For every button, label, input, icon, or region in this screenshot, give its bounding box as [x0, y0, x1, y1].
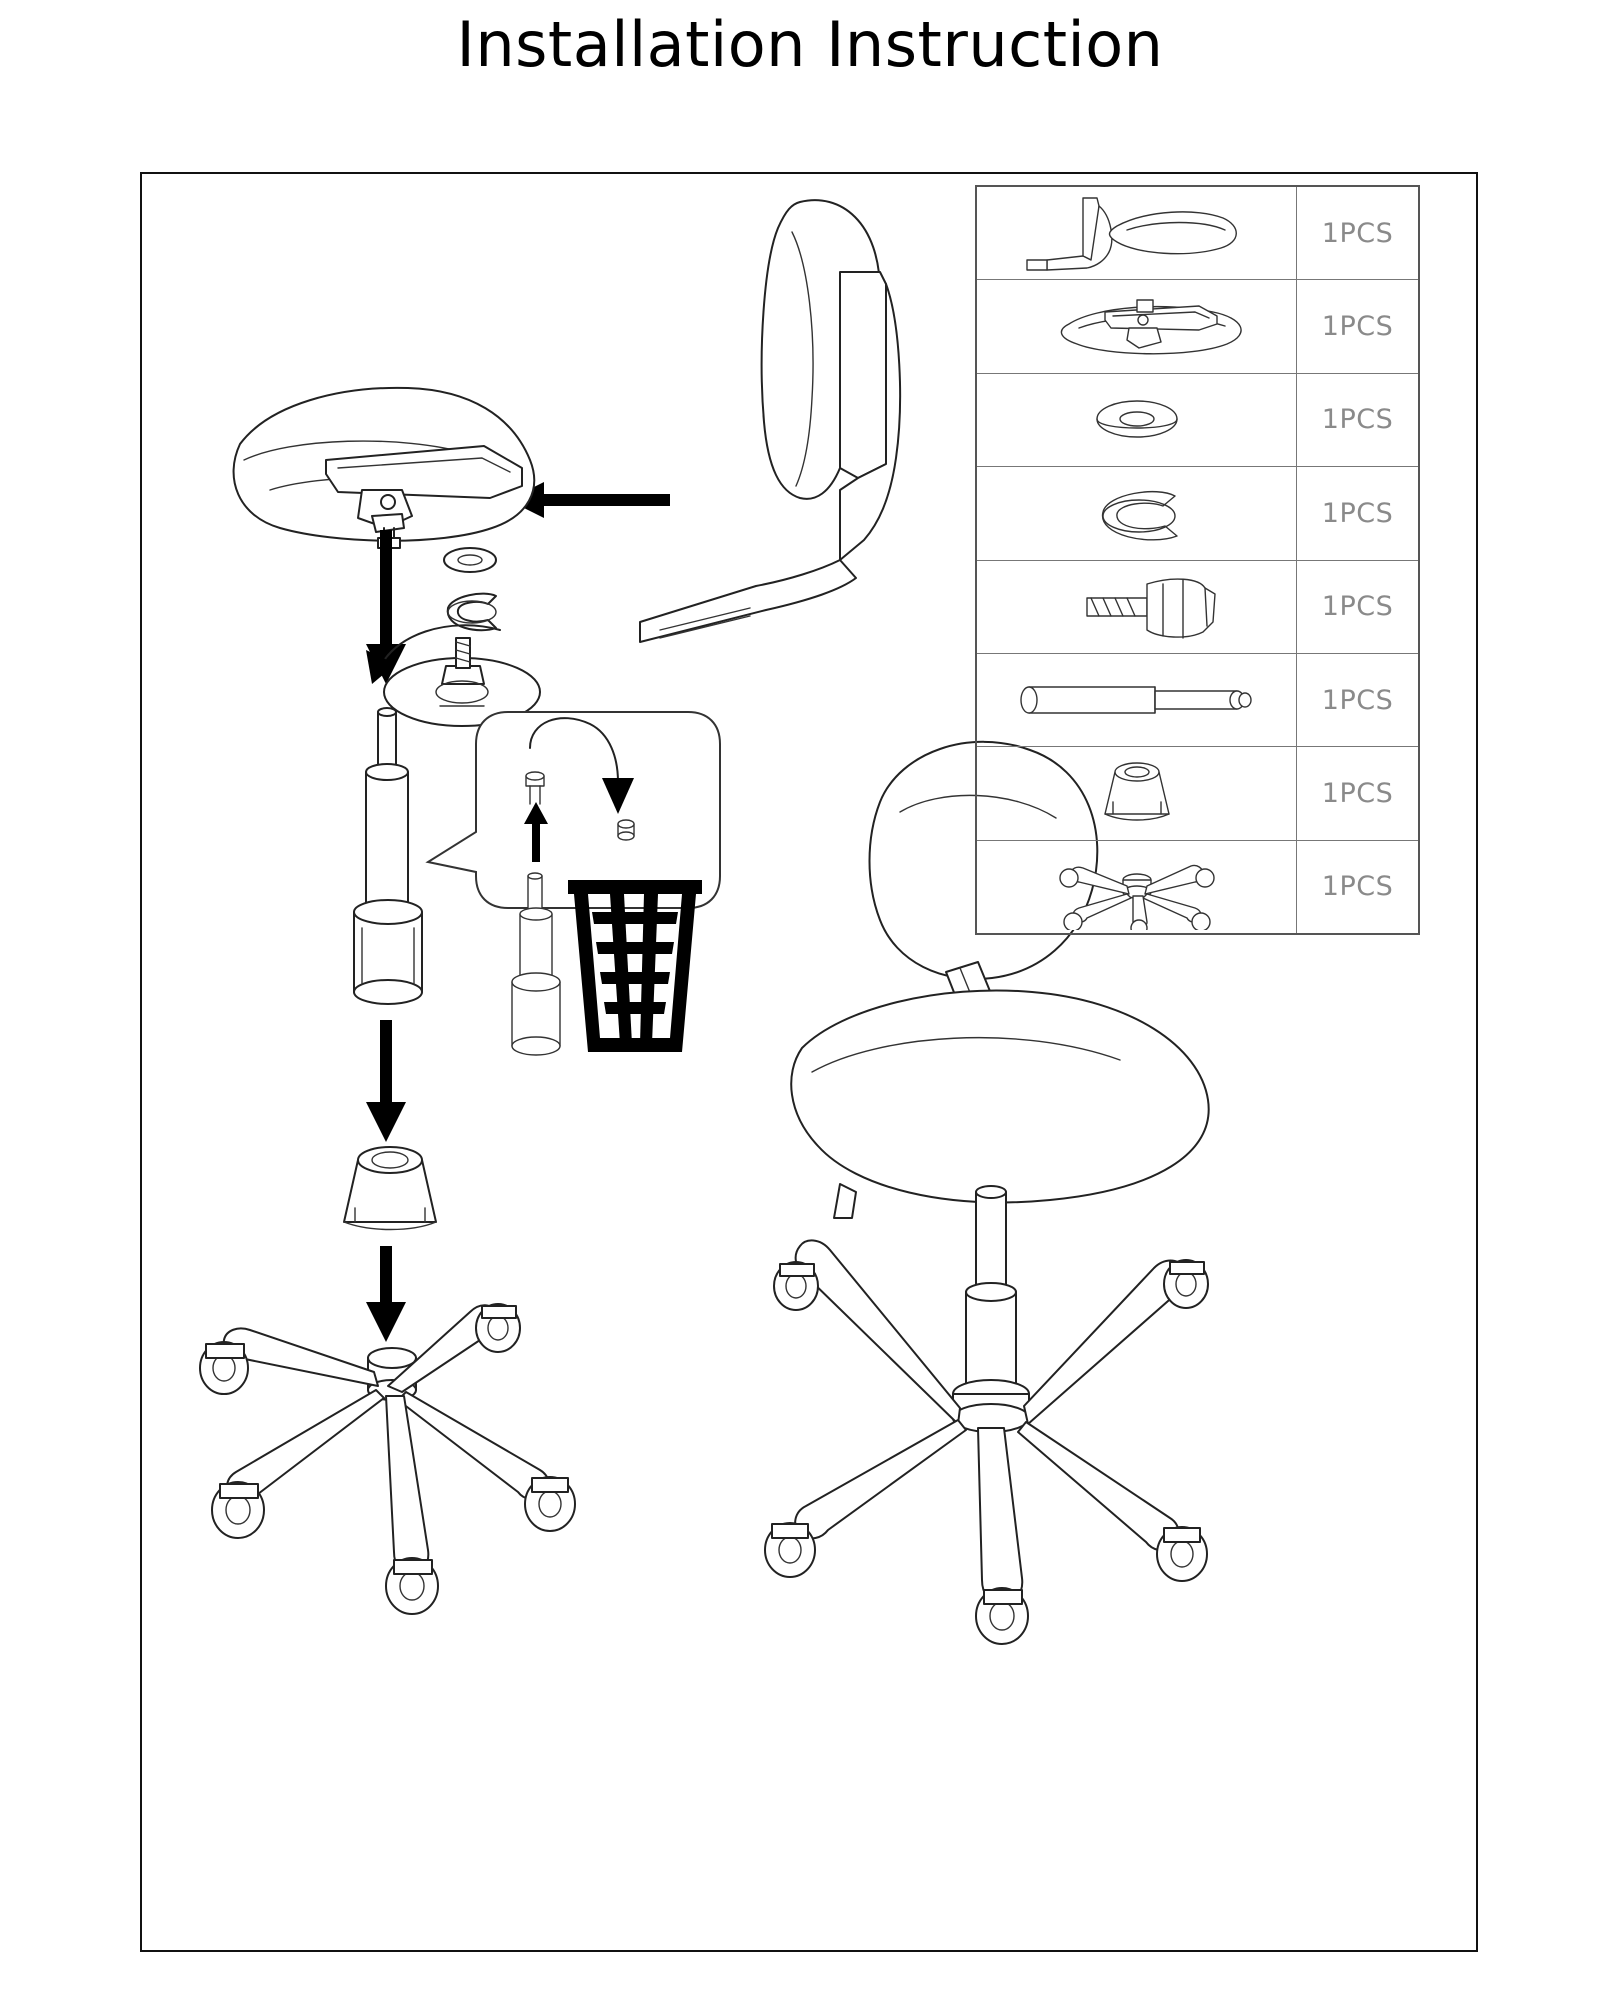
part-qty: 1PCS [1321, 777, 1394, 809]
part-qty: 1PCS [1321, 684, 1394, 716]
part-icon-gas-lift-cylinder [977, 654, 1297, 746]
part-icon-adjustment-knob-bolt [977, 561, 1297, 653]
table-row [977, 467, 1418, 560]
table-row [977, 654, 1418, 747]
part-icon-washer-ring [977, 374, 1297, 466]
table-row [977, 561, 1418, 654]
gas-cylinder-drawing [354, 708, 422, 1004]
part-icon-cylinder-cover-sleeve [977, 747, 1297, 839]
backrest-part-drawing [640, 200, 900, 642]
parts-list-table [975, 185, 1420, 935]
caster [976, 1588, 1028, 1644]
part-qty: 1PCS [1321, 404, 1394, 436]
caster [765, 1523, 815, 1577]
caster [1164, 1260, 1208, 1308]
part-qty: 1PCS [1321, 497, 1394, 529]
discard-cap-callout [428, 712, 720, 1055]
table-row [977, 187, 1418, 280]
table-row [977, 280, 1418, 373]
table-row [977, 374, 1418, 467]
discarded-cap [618, 820, 634, 840]
page-title: Installation Instruction [456, 8, 1164, 81]
caster [525, 1477, 575, 1531]
arrow-cylinder-to-sleeve [366, 1020, 406, 1142]
cover-sleeve-drawing [344, 1147, 436, 1230]
table-row [977, 841, 1418, 933]
seat-cushion-part-drawing [234, 388, 535, 548]
caster [774, 1262, 818, 1310]
five-star-base-drawing [200, 1304, 575, 1614]
part-qty: 1PCS [1321, 217, 1394, 249]
part-icon-backrest-with-bracket [977, 187, 1297, 279]
part-icon-five-star-base-with-casters [977, 841, 1297, 933]
table-row [977, 747, 1418, 840]
part-qty: 1PCS [1321, 871, 1394, 903]
caster [1157, 1527, 1207, 1581]
part-icon-c-clip-retaining-ring [977, 467, 1297, 559]
caster [212, 1482, 264, 1538]
part-qty: 1PCS [1321, 311, 1394, 343]
caster [476, 1304, 520, 1352]
part-icon-seat-cushion-with-mechanism [977, 280, 1297, 372]
caster [200, 1342, 248, 1394]
part-qty: 1PCS [1321, 591, 1394, 623]
caster [386, 1558, 438, 1614]
arrow-sleeve-to-base [366, 1246, 406, 1342]
washer-part-drawing [444, 548, 496, 572]
